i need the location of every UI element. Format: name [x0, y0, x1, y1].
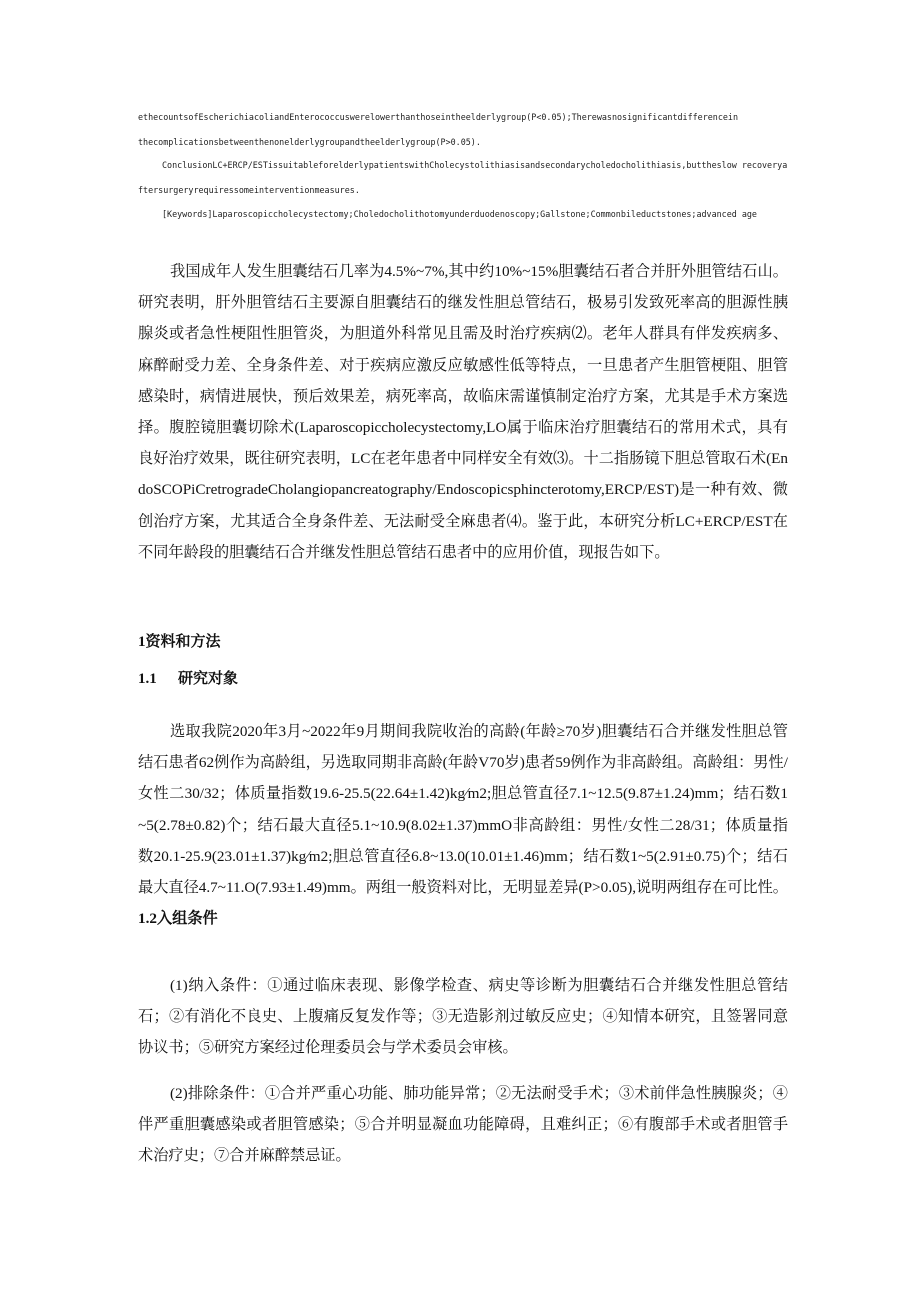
section-heading-1-1 — [138, 667, 788, 688]
subjects-text: 选取我院2020年3月~2022年9月期间我院收治的高龄(年龄≥70岁)胆囊结石合并继发性胆总管结石患者62例作为高龄组，另选取同期非高龄(年龄V70岁)患者59例作为非高龄组。高龄组：男性/女性二30/32；体质量指数19.6-25.5(22.64±1.42)kg∕m2;胆总管直径7.1~12.5(9.87±1.24)mm；结石数1~5(2.78±0.82)个；结石最大直径5.1~10.9(8.02±1.37)mmO非高龄组：男性/女性二28/31；体质量指数20.1-25.9(23.01±1.37)kg∕m2;胆总管直径6.8~13.0(10.01±1.46)mm；结石数1~5(2.91±0.75)个；结石最大直径4.7~11.O(7.93±1.49)mm。两组一般资料对比，无明显差异(P>0.05),说明两组存在可比性。 — [138, 723, 788, 897]
abstract-results-line-2: thecomplicationsbetweenthenonelderlygroupandtheelderlygroup(P>0.05). — [138, 137, 481, 147]
section-heading-1-2: 1.2入组条件 — [138, 910, 218, 928]
abstract-conclusion: ConclusionLC+ERCP/ESTissuitableforelderlypatientswithCholecystolithiasisandsecondarycholedocholithiasis,buttheslow recoveryaftersurgeryrequiressomeinterventionmeasures. — [138, 160, 788, 195]
section-title: 研究对象 — [178, 671, 239, 687]
abstract-results-line-1: ethecountsofEscherichiacoliandEnterococcuswerelowerthanthoseintheelderlygroup(P<0.05);Therewasnosignificantdifferencein — [138, 112, 739, 122]
intro-paragraph: 我国成年人发生胆囊结石几率为4.5%~7%,其中约10%~15%胆囊结石者合并肝外胆管结石山。研究表明，肝外胆管结石主要源自胆囊结石的继发性胆总管结石，极易引发致死率高的胆源性胰腺炎或者急性梗阻性胆管炎，为胆道外科常见且需及时治疗疾病⑵。老年人群具有伴发疾病多、麻醉耐受力差、全身条件差、对于疾病应激反应敏感性低等特点，一旦患者产生胆管梗阻、胆管感染时，病情进展快，预后效果差，病死率高，故临床需谨慎制定治疗方案，尤其是手术方案选择。腹腔镜胆囊切除术(Laparoscopiccholecystectomy,LO属于临床治疗胆囊结石的常用术式，具有良好治疗效果，既往研究表明，LC在老年患者中同样安全有效⑶。十二指肠镜下胆总管取石术(EndoSCOPiCretrogradeCholangiopancreatography/Endoscopicsphincterotomy,ERCP/EST)是一种有效、微创治疗方案，尤其适合全身条件差、无法耐受全麻患者⑷。鉴于此，本研究分析LC+ERCP/EST在不同年龄段的胆囊结石合并继发性胆总管结石患者中的应用价值，现报告如下。 — [138, 263, 788, 561]
inclusion-criteria: (1)纳入条件：①通过临床表现、影像学检查、病史等诊断为胆囊结石合并继发性胆总管结石；②有消化不良史、上腹痛反复发作等；③无造影剂过敏反应史；④知情本研究，且签署同意协议书；⑤研究方案经过伦理委员会与学术委员会审核。 — [138, 977, 788, 1057]
subjects-paragraph — [138, 716, 788, 934]
section-heading-1: 1资料和方法 — [138, 634, 221, 650]
section-number: 1.1 — [138, 671, 157, 687]
exclusion-criteria: (2)排除条件：①合并严重心功能、肺功能异常；②无法耐受手术；③术前伴急性胰腺炎；④伴严重胆囊感染或者胆管感染；⑤合并明显凝血功能障碍，且难纠正；⑥有腹部手术或者胆管手术治疗史；⑦合并麻醉禁忌证。 — [138, 1085, 788, 1165]
abstract-keywords: [Keywords]Laparoscopiccholecystectomy;Choledocholithotomyunderduodenoscopy;Gallstone;Commonbileductstones;advanced age — [162, 209, 757, 219]
